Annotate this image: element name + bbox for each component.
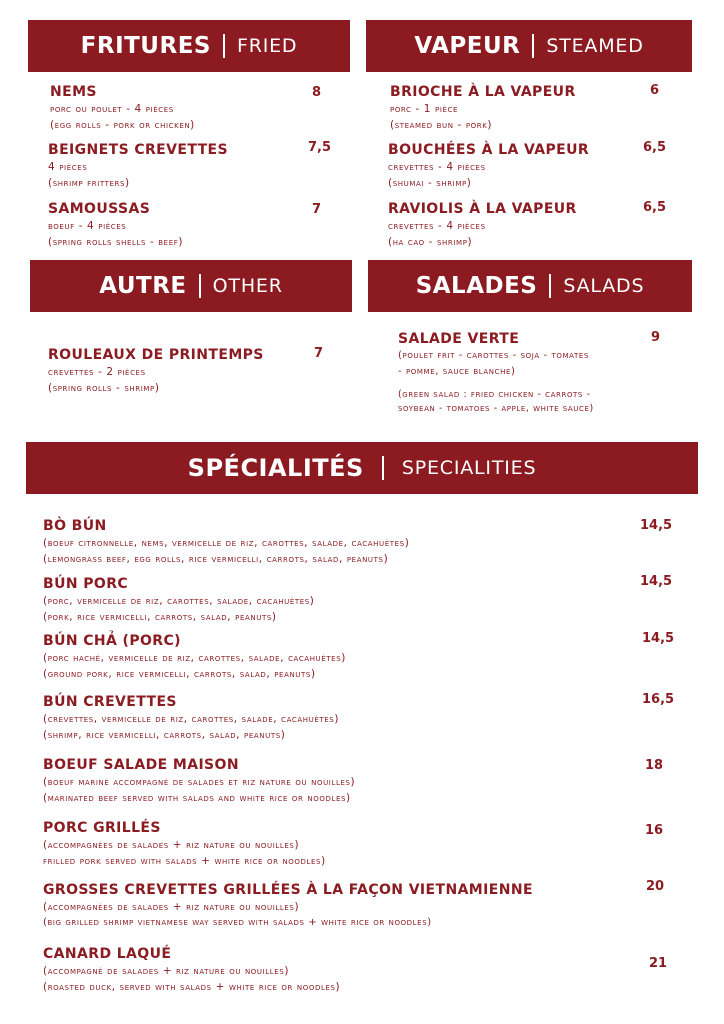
- item-price: 14,5: [640, 518, 673, 533]
- section-title: SALADES: [415, 273, 538, 299]
- item-desc-en: (spring rolls shells - beef): [48, 236, 184, 248]
- section-header-salads: [368, 260, 692, 312]
- item-price: 8: [312, 85, 322, 100]
- section-header-specialities: [26, 442, 698, 494]
- menu-item: [50, 83, 195, 133]
- item-desc: crevettes - 2 pièces: [48, 366, 146, 378]
- section-subtitle: FRIED: [236, 35, 298, 57]
- item-name: BEIGNETS CREVETTES: [48, 142, 229, 158]
- item-desc-en: (green salad : fried chicken - carrots -: [398, 389, 591, 400]
- menu-item: [388, 200, 577, 250]
- item-price: 7: [312, 202, 322, 217]
- item-desc-en: soybean - tomatoes - apple, white sauce): [398, 403, 594, 414]
- menu-item: [43, 945, 340, 995]
- divider: [199, 274, 201, 298]
- item-price: 6: [650, 83, 660, 98]
- item-desc: (boeuf citronnelle, nems, vermicelle de riz, carottes, salade, cacahuètes): [43, 537, 410, 549]
- item-price: 6,5: [643, 140, 667, 155]
- item-desc-en: (steamed bun - pork): [390, 119, 493, 131]
- item-desc-en: (ground pork, rice vermicelli, carrots, salad, peanuts): [43, 668, 316, 680]
- section-title: SPÉCIALITÉS: [187, 454, 364, 482]
- section-title: FRITURES: [80, 33, 211, 59]
- menu-item: [43, 575, 315, 625]
- item-price: 9: [651, 330, 661, 345]
- section-subtitle: SALADS: [563, 275, 645, 297]
- item-name: BOEUF SALADE MAISON: [43, 757, 239, 773]
- item-name: SAMOUSSAS: [48, 201, 151, 217]
- item-desc: boeuf - 4 pièces: [48, 220, 127, 232]
- item-desc: porc ou poulet - 4 pièces: [50, 103, 174, 115]
- section-title: AUTRE: [99, 273, 187, 299]
- item-desc: crevettes - 4 pièces: [388, 220, 486, 232]
- item-price: 14,5: [640, 574, 673, 589]
- menu-item: [48, 200, 183, 250]
- section-subtitle: STEAMED: [546, 35, 644, 57]
- item-price: 14,5: [642, 631, 675, 646]
- item-desc-en: frilled pork served with salads + white rice or noodles): [43, 855, 326, 867]
- item-desc: (crevettes, vermicelle de riz, carottes, salade, cacahuètes): [43, 713, 340, 725]
- item-desc-en: (lemongrass beef, egg rolls, rice vermicelli, carrots, salad, peanuts): [43, 553, 389, 565]
- section-header-steamed: [366, 20, 692, 72]
- menu-item: [48, 141, 228, 191]
- menu-item: [43, 756, 355, 806]
- item-name: BÚN CHẢ (PORC): [43, 633, 181, 649]
- item-desc-en: (pork, rice vermicelli, carrots, salad, peanuts): [43, 611, 277, 623]
- item-desc-en: (spring rolls - shrimp): [48, 382, 160, 394]
- item-desc: porc - 1 pièce: [390, 103, 459, 115]
- menu-item: [398, 330, 594, 416]
- item-desc-en: (shumai - shrimp): [388, 177, 472, 189]
- menu-item: [43, 693, 339, 743]
- item-name: PORC GRILLÉS: [43, 820, 161, 836]
- item-name: BÒ BÚN: [43, 518, 107, 534]
- item-desc: (poulet frit - carottes - soja - tomates: [398, 350, 589, 361]
- item-desc: (accompagnées de salades + riz nature ou nouilles): [43, 839, 300, 851]
- divider: [382, 456, 384, 480]
- menu-item: [388, 141, 589, 191]
- item-desc: (porc haché, vermicelle de riz, carottes, salade, cacahuètes): [43, 652, 346, 664]
- section-header-fried: [28, 20, 350, 72]
- item-desc-en: (egg rolls - pork or chicken): [50, 119, 195, 131]
- item-name: NEMS: [50, 84, 97, 100]
- item-price: 21: [649, 956, 668, 971]
- item-desc-en: (big grilled shrimp vietnamese way served with salads + white rice or noodles): [43, 917, 432, 928]
- item-desc: - pomme, sauce blanche): [398, 366, 516, 377]
- item-name: BOUCHÉES À LA VAPEUR: [388, 142, 590, 158]
- item-name: BRIOCHE À LA VAPEUR: [390, 84, 576, 100]
- item-name: RAVIOLIS À LA VAPEUR: [388, 201, 577, 217]
- section-title: VAPEUR: [414, 33, 521, 59]
- section-subtitle: OTHER: [212, 275, 283, 297]
- menu-item: [43, 819, 326, 869]
- item-desc: (accompagnées de salades + riz nature ou nouilles): [43, 901, 300, 913]
- item-name: CANARD LAQUÉ: [43, 946, 172, 962]
- menu-item: [48, 346, 264, 396]
- menu-item: [390, 83, 576, 133]
- item-name: GROSSES CREVETTES GRILLÉES À LA FAÇON VIETNAMIENNE: [43, 882, 533, 898]
- item-price: 20: [646, 879, 665, 894]
- item-desc-en: (ha cao - shrimp): [388, 236, 473, 248]
- item-desc-en: (shrimp fritters): [48, 177, 130, 189]
- item-desc: (boeuf mariné accompagné de salades et riz nature ou nouilles): [43, 776, 356, 788]
- item-desc-en: (marinated beef served with salads and white rice or noodles): [43, 792, 351, 804]
- item-price: 7,5: [308, 140, 332, 155]
- item-price: 16: [645, 823, 664, 838]
- section-header-other: [30, 260, 352, 312]
- menu-item: [43, 632, 346, 682]
- divider: [532, 34, 534, 58]
- item-name: SALADE VERTE: [398, 331, 520, 347]
- item-name: BÚN PORC: [43, 576, 129, 592]
- item-desc: (accompagné de salades + riz nature ou nouilles): [43, 965, 290, 977]
- item-desc-en: (roasted duck, served with salads + white rice or noodles): [43, 981, 341, 993]
- item-desc-en: (shrimp, rice vermicelli, carrots, salad, peanuts): [43, 729, 286, 741]
- menu-item: [43, 517, 409, 567]
- item-price: 18: [645, 758, 664, 773]
- item-desc: crevettes - 4 pièces: [388, 161, 486, 173]
- divider: [223, 34, 225, 58]
- item-name: BÚN CREVETTES: [43, 694, 177, 710]
- item-price: 16,5: [642, 692, 675, 707]
- item-price: 7: [314, 346, 324, 361]
- item-desc: 4 pièces: [48, 161, 88, 173]
- item-price: 6,5: [643, 200, 667, 215]
- menu-item: [43, 881, 533, 931]
- divider: [549, 274, 551, 298]
- section-subtitle: SPECIALITIES: [401, 457, 537, 479]
- item-name: ROULEAUX DE PRINTEMPS: [48, 347, 264, 363]
- item-desc: (porc, vermicelle de riz, carottes, salade, cacahuètes): [43, 595, 315, 607]
